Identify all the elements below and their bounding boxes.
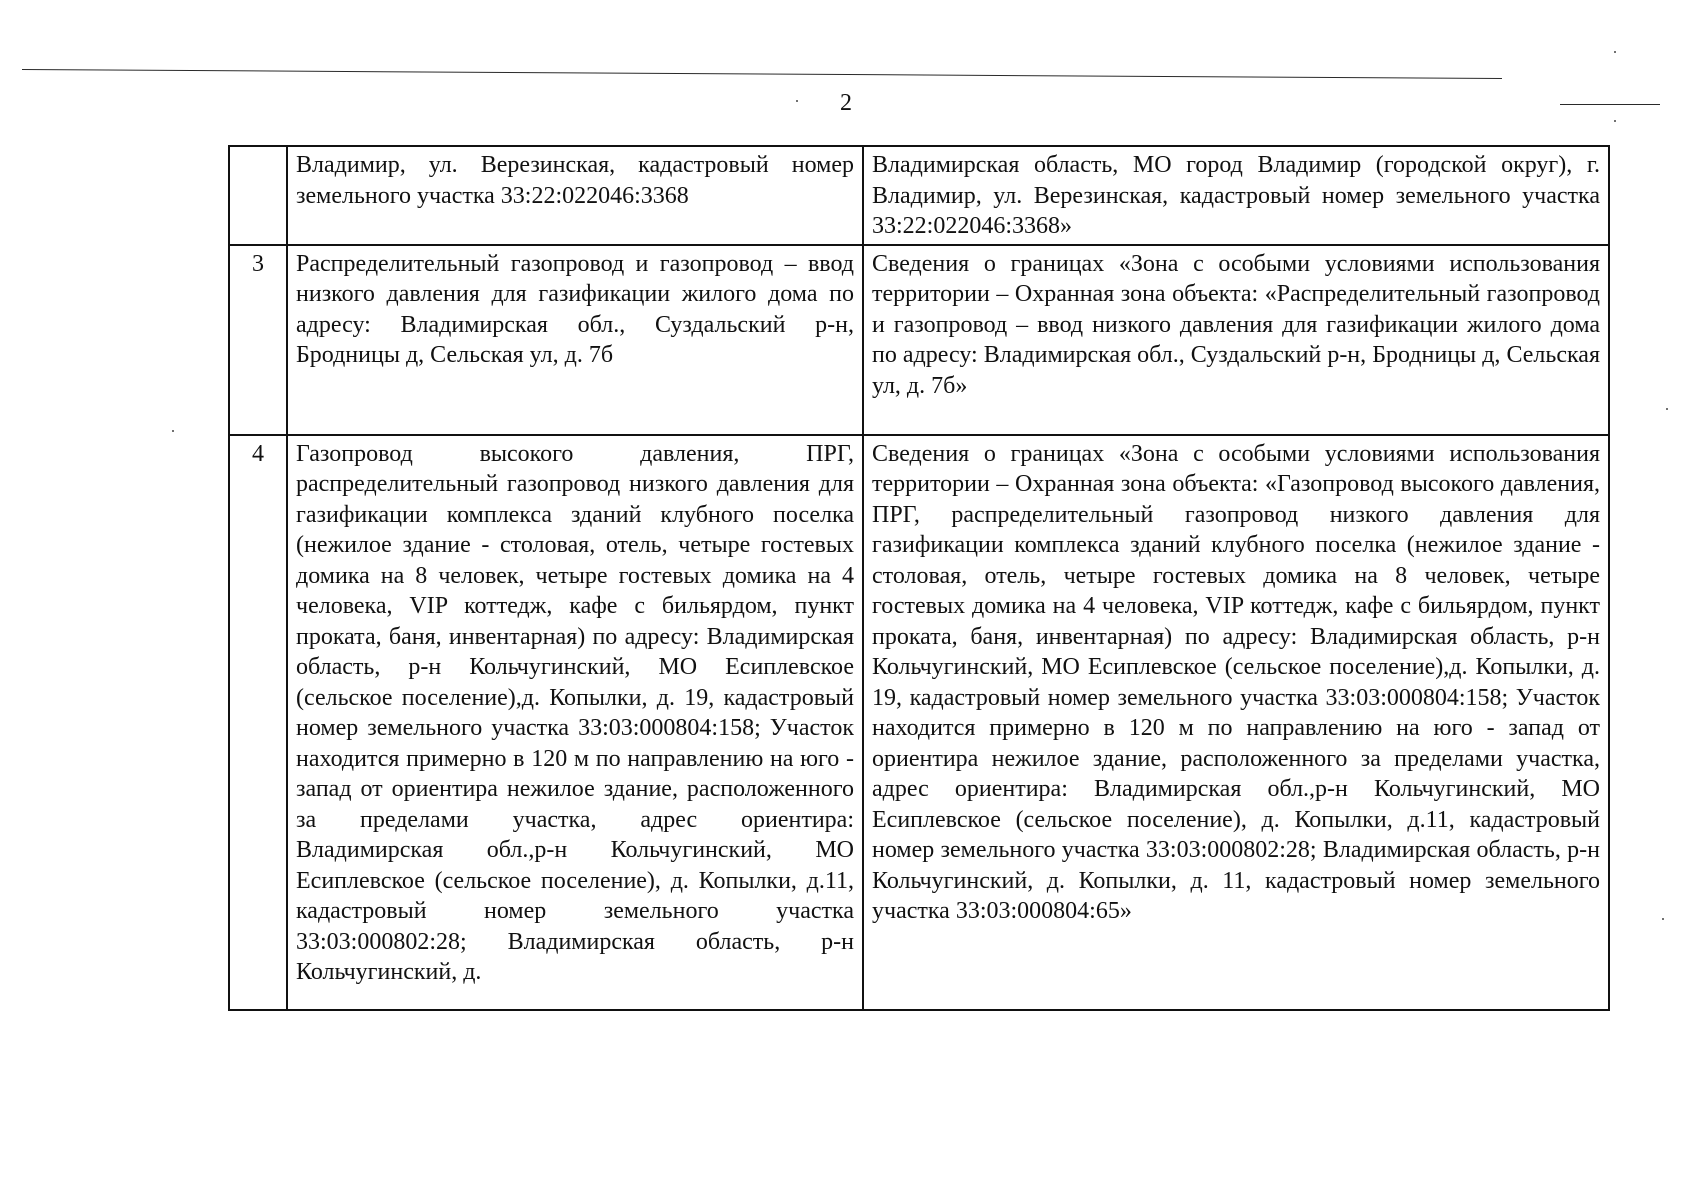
row-number-cell — [229, 146, 287, 245]
scan-speck — [1614, 120, 1616, 122]
row-number-cell: 4 — [229, 435, 287, 1010]
header-rule-fragment — [1560, 104, 1660, 105]
object-cell — [287, 435, 863, 1010]
object-cell — [287, 146, 863, 245]
object-text: Газопровод высокого давления, ПРГ, распределительный газопровод низкого давления для газификации комплекса зданий клубного поселка (нежилое здание - столовая, отель, четыре гостевых домика на 8 человек, четыре гостевых домика на 4 человека, VIP коттедж, кафе с бильярдом, пункт проката, баня, инвентарная) по адресу: Владимирская область, р-н Кольчугинский, МО Есиплевское (сельское поселение),д. Копылки, д. 19, кадастровый номер земельного участка 33:03:000804:158; Участок находится примерно в 120 м по направлению на юго - запад от ориентира нежилое здание, расположенного за пределами участка, адрес ориентира: Владимирская обл.,р-н Кольчугинский, МО Есиплевское (сельское поселение), д. Копылки, д.11, кадастровый номер земельного участка 33:03:000802:28; Владимирская область, р-н Кольчугинский, д. — [296, 440, 854, 985]
details-cell — [863, 435, 1609, 1010]
scan-speck — [172, 430, 174, 432]
details-cell — [863, 146, 1609, 245]
table-row — [229, 146, 1609, 245]
scan-speck — [1662, 918, 1664, 920]
object-cell — [287, 245, 863, 435]
object-text: Владимир, ул. Верезинская, кадастровый номер земельного участка 33:22:022046:3368 — [296, 152, 854, 209]
row-number-cell: 3 — [229, 245, 287, 435]
details-cell — [863, 245, 1609, 435]
scan-speck — [796, 100, 798, 102]
details-text: Сведения о границах «Зона с особыми условиями использования территории – Охранная зона объекта: «Газопровод высокого давления, ПРГ, распределительный газопровод низкого давления для газификации комплекса зданий клубного поселка (нежилое здание - столовая, отель, четыре гостевых домика на 8 человек, четыре гостевых домика на 4 человека, VIP коттедж, кафе с бильярдом, пункт проката, баня, инвентарная) по адресу: Владимирская область, р-н Кольчугинский, МО Есиплевское (сельское поселение),д. Копылки, д. 19, кадастровый номер земельного участка 33:03:000804:158; Участок находится примерно в 120 м по направлению на юго - запад от ориентира нежилое здание, расположенного за пределами участка, адрес ориентира: Владимирская обл.,р-н Кольчугинский, МО Есиплевское (сельское поселение), д. Копылки, д.11, кадастровый номер земельного участка 33:03:000802:28; Владимирская область, р-н Кольчугинский, д. Копылки, д. 11, кадастровый номер земельного участка 33:03:000804:65» — [872, 440, 1600, 924]
table-row — [229, 245, 1609, 435]
object-text: Распределительный газопровод и газопровод – ввод низкого давления для газификации жилого дома по адресу: Владимирская обл., Суздальский р-н, Бродницы д, Сельская ул, д. 7б — [296, 250, 854, 368]
scan-speck — [1666, 408, 1668, 410]
header-rule — [22, 69, 1502, 79]
details-text: Владимирская область, МО город Владимир (городской округ), г. Владимир, ул. Верезинская, кадастровый номер земельного участка 33:22:022046:3368» — [872, 152, 1600, 239]
details-text: Сведения о границах «Зона с особыми условиями использования территории – Охранная зона объекта: «Распределительный газопровод и газопровод – ввод низкого давления для газификации жилого дома по адресу: Владимирская обл., Суздальский р-н, Бродницы д, Сельская ул, д. 7б» — [872, 250, 1600, 399]
table-row — [229, 435, 1609, 1010]
zones-table — [228, 145, 1610, 1011]
scan-speck — [1614, 51, 1616, 53]
page-number: 2 — [840, 90, 852, 116]
